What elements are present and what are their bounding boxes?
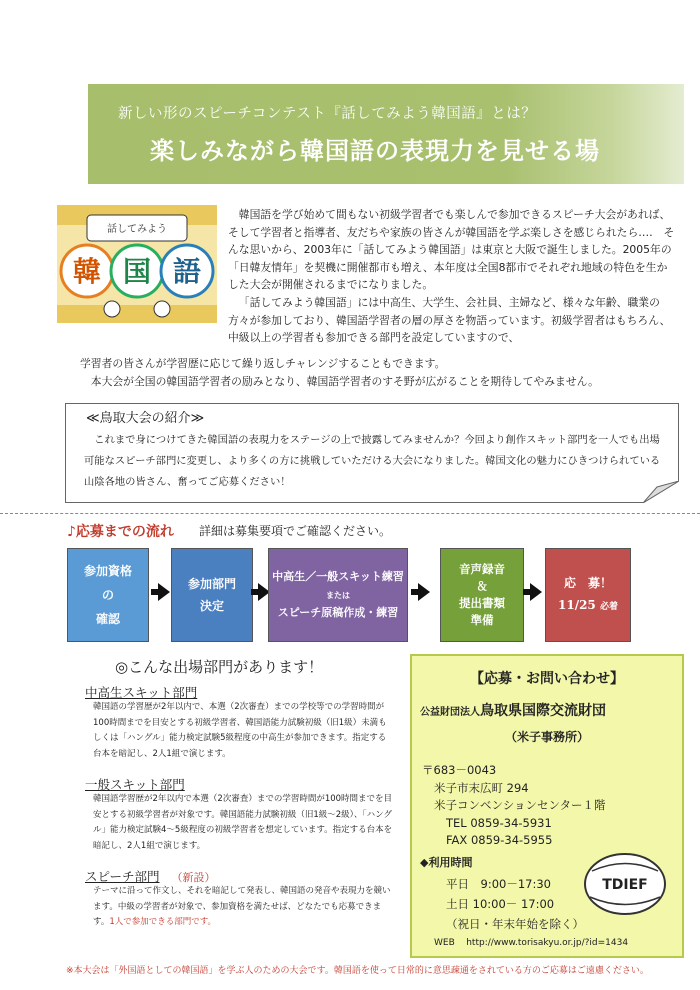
new-badge: （新設）	[171, 871, 216, 884]
title-banner	[88, 84, 684, 184]
flow-step-4: 音声録音 ＆ 提出書類 準備	[440, 548, 524, 642]
contact-heading: 【応募・お問い合わせ】	[470, 671, 624, 687]
svg-text:国: 国	[122, 255, 152, 288]
contact-box	[410, 654, 684, 958]
intro-paragraph-2b: 学習者の皆さんが学習歴に応じて繰り返しチャレンジすることもできます。	[80, 357, 446, 370]
office-name: （米子事務所）	[504, 730, 589, 744]
section-divider	[0, 513, 700, 514]
banner-title: 楽しみながら韓国語の表現力を見せる場	[150, 137, 600, 165]
opening-hours: 平日 9:00－17:30 土日 10:00－ 17:00 （祝日・年末年始を除く）	[446, 877, 584, 931]
tdief-logo-icon	[582, 851, 668, 917]
flow-title: ♪応募までの流れ 詳細は募集要項でご確認ください。	[67, 524, 392, 540]
tottori-intro-box	[65, 403, 679, 503]
contest-logo	[57, 205, 217, 323]
banner-subtitle: 新しい形のスピーチコンテスト『話してみよう韓国語』とは？	[118, 106, 537, 122]
organization-name: 公益財団法人鳥取県国際交流財団	[420, 703, 606, 719]
page-curl-icon	[643, 481, 679, 503]
category-description: 韓国語学習歴が2年以内で本選（2次審査）までの学習時間が100時間までを目安とする初級学習者が対象です。韓国語能力試験初級（旧1級～2級）、「ハングル」能力検定試験4～5級程度の初級学習者を想定しています。指定する台本を暗記し、2人1組で演じます。	[93, 794, 393, 851]
svg-text:TDIEF: TDIEF	[602, 877, 648, 893]
website-link[interactable]: WEB http://www.torisakyu.or.jp/?id=1434	[434, 938, 629, 948]
flow-note: 詳細は募集要項でご確認ください。	[199, 524, 392, 538]
phone-number: TEL 0859-34-5931	[446, 815, 552, 830]
intro-paragraph-2: 「話してみよう韓国語」には中高生、大学生、会社員、主婦など、様々な年齢、職業の方々が参加しており、韓国語学習者の層の厚さを物語っています。初級学習者はもちろん、中級以上の学習者も参加できる部門を設定していますので、	[228, 295, 671, 345]
arrow-icon	[418, 583, 430, 601]
fax-number: FAX 0859-34-5955	[446, 833, 553, 847]
intro-text-wide	[80, 355, 680, 390]
category-description: 韓国語の学習歴が2年以内で、本選（2次審査）までの学校等での学習時間が100時間までを目安とする初級学習者、韓国語能力試験初級（旧1級）未満もしくは「ハングル」能力検定試験5級程度の中高生が参加できます。指定する台本を暗記し、2人1組で演じます。	[93, 702, 387, 759]
svg-text:語: 語	[172, 255, 202, 288]
svg-text:韓: 韓	[72, 255, 102, 288]
tottori-title: ≪鳥取大会の紹介≫	[86, 411, 205, 426]
arrow-icon	[158, 583, 170, 601]
category-title: 一般スキット部門	[85, 777, 185, 792]
category-title: スピーチ部門 （新設）	[85, 869, 216, 884]
flow-step-1: 参加資格 の 確認	[67, 548, 149, 642]
intro-text	[228, 206, 678, 347]
category-title: 中高生スキット部門	[85, 685, 198, 700]
arrow-icon	[530, 583, 542, 601]
tottori-body: これまで身につけてきた韓国語の表現力をステージの上で披露してみませんか？今回より創作スキット部門を一人でも出場可能なスピーチ部門に変更し、より多くの方に挑戦していただける大会になりました。韓国文化の魅力にひきつけられている山陰各地の皆さん、奮ってご応募ください！	[84, 434, 661, 488]
flow-step-3: 中高生／一般スキット練習 または スピーチ原稿作成・練習	[268, 548, 408, 642]
footer-notice: ※本大会は「外国語としての韓国語」を学ぶ人のための大会です。韓国語を使って日常的に意思疎通をされている方のご応募はご遠慮ください。	[66, 966, 649, 976]
intro-paragraph-1: 韓国語を学び始めて間もない初級学習者でも楽しんで参加できるスピーチ大会があれば、そして学習者と指導者、友だちや家族の皆さんが韓国語を学ぶ楽しさを感じられたら‥‥ そんな思いから、2003年に「話してみよう韓国語」は東京と大阪で誕生しました。2005年の「日韓友情年」を契機に開催都市も増え、本年度は全国8都市でそれぞれ地域の特色を生かした大会が開催されるまでになりました。	[228, 208, 675, 292]
categories-heading: ◎こんな出場部門があります！	[115, 658, 324, 676]
flow-step-5: 応 募！ 11/25 必着	[545, 548, 631, 642]
flow-step-2: 参加部門 決定	[171, 548, 253, 642]
svg-text:話してみよう: 話してみよう	[107, 224, 167, 235]
contact-address: 〒683－0043 米子市末広町 294 米子コンベンションセンター１階 TEL 0859-34-5931 FAX 0859-34-5955	[422, 762, 606, 850]
category-description: テーマに沿って作文し、それを暗記して発表し、韓国語の発音や表現力を競います。中級の学習者が対象で、参加資格を満たせば、どなたでも応募できます。1人で参加できる部門です。	[93, 886, 391, 927]
hours-title: ◆利用時間	[420, 856, 473, 869]
intro-paragraph-3: 本大会が全国の韓国語学習者の励みとなり、韓国語学習者のすそ野が広がることを期待してやみません。	[90, 374, 599, 388]
